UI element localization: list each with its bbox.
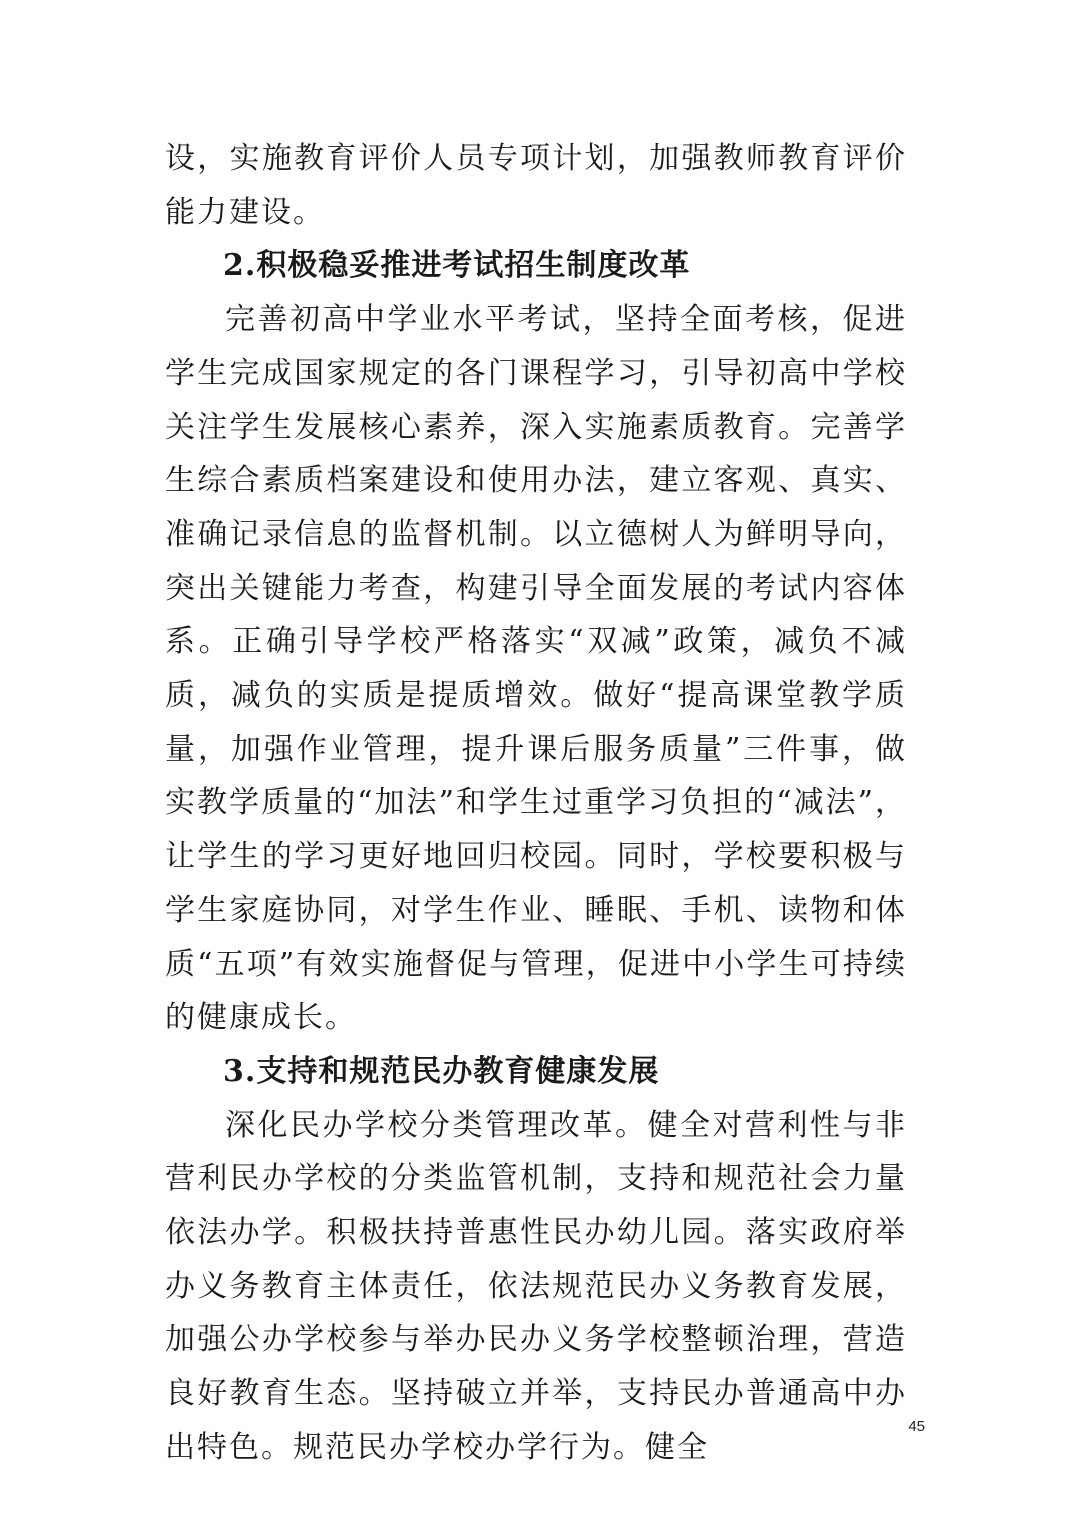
section-heading-3: 3.支持和规范民办教育健康发展	[223, 1053, 660, 1089]
paragraph-private-education: 深化民办学校分类管理改革。健全对营利性与非营利民办学校的分类监管机制，支持和规范社会力量依法办学。积极扶持普惠性民办幼儿园。落实政府举办义务教育主体责任，依法规范民办义务教育发展，加强公办学校参与举办民办义务学校整顿治理，营造良好教育生态。坚持破立并举，支持民办普通高中办出特色。规范民办学校办学行为。健全	[165, 1107, 907, 1465]
paragraph-exam-reform: 完善初高中学业水平考试，坚持全面考核，促进学生完成国家规定的各门课程学习，引导初高中学校关注学生发展核心素养，深入实施素质教育。完善学生综合素质档案建设和使用办法，建立客观、真实、准确记录信息的监督机制。以立德树人为鲜明导向，突出关键能力考查，构建引导全面发展的考试内容体系。正确引导学校严格落实“双减”政策，减负不减质，减负的实质是提质增效。做好“提高课堂教学质量，加强作业管理，提升课后服务质量”三件事，做实教学质量的“加法”和学生过重学习负担的“减法”，让学生的学习更好地回归校园。同时，学校要积极与学生家庭协同，对学生作业、睡眠、手机、读物和体质“五项”有效实施督促与管理，促进中小学生可持续的健康成长。	[165, 302, 907, 1036]
section-heading-2: 2.积极稳妥推进考试招生制度改革	[223, 248, 691, 284]
body-text	[165, 132, 907, 1475]
paragraph-continuation: 设，实施教育评价人员专项计划，加强教师教育评价能力建设。	[165, 141, 907, 230]
page-number: 45	[908, 1418, 925, 1435]
